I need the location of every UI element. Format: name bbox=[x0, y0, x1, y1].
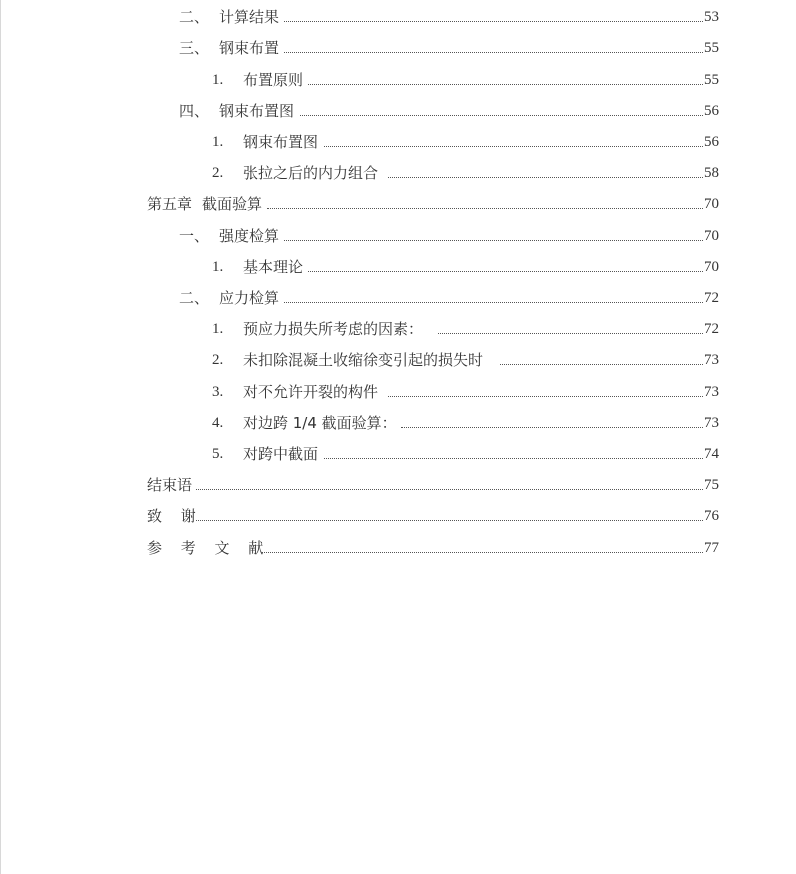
toc-entry-title: 钢束布置图 bbox=[219, 102, 295, 120]
toc-entry-page: 56 bbox=[704, 103, 719, 119]
toc-entry-page: 70 bbox=[704, 228, 719, 244]
toc-entry-page: 55 bbox=[704, 72, 719, 88]
toc-entry-number: 4. bbox=[212, 415, 224, 431]
toc-dot-leader bbox=[308, 84, 703, 85]
toc-entry-title: 计算结果 bbox=[219, 8, 280, 26]
toc-entry[interactable] bbox=[0, 287, 796, 309]
toc-entry-number: 二、 bbox=[179, 8, 210, 26]
toc-entry-title: 对跨中截面 bbox=[243, 445, 319, 463]
toc-entry-title: 应力检算 bbox=[219, 289, 280, 307]
toc-entry-number: 3. bbox=[212, 384, 224, 400]
toc-entry-number: 1. bbox=[212, 72, 224, 88]
toc-dot-leader bbox=[300, 115, 703, 116]
toc-entry-title: 对边跨 1/4 截面验算： bbox=[243, 414, 397, 432]
toc-entry-page: 56 bbox=[704, 134, 719, 150]
toc-dot-leader bbox=[261, 552, 703, 553]
toc-entry-page: 76 bbox=[704, 508, 719, 524]
toc-entry-page: 72 bbox=[704, 321, 719, 337]
toc-entry-number: 1. bbox=[212, 259, 224, 275]
toc-dot-leader bbox=[284, 240, 703, 241]
toc-dot-leader bbox=[388, 177, 703, 178]
toc-entry-page: 73 bbox=[704, 384, 719, 400]
toc-entry-page: 73 bbox=[704, 352, 719, 368]
toc-entry-title: 对不允许开裂的构件 bbox=[243, 383, 379, 401]
toc-entry[interactable] bbox=[0, 131, 796, 153]
toc-dot-leader bbox=[324, 458, 703, 459]
toc-entry[interactable] bbox=[0, 69, 796, 91]
toc-dot-leader bbox=[401, 427, 703, 428]
toc-chapter-entry[interactable] bbox=[0, 537, 796, 559]
toc-entry-title: 基本理论 bbox=[243, 258, 304, 276]
toc-entry[interactable] bbox=[0, 6, 796, 28]
toc-entry-number: 一、 bbox=[179, 227, 210, 245]
toc-entry-number: 5. bbox=[212, 446, 224, 462]
toc-entry[interactable] bbox=[0, 318, 796, 340]
toc-dot-leader bbox=[196, 489, 703, 490]
toc-entry-title: 结束语 bbox=[147, 476, 193, 494]
toc-entry-page: 70 bbox=[704, 196, 719, 212]
toc-dot-leader bbox=[196, 520, 703, 521]
toc-entry-number: 2. bbox=[212, 352, 224, 368]
toc-chapter-entry[interactable] bbox=[0, 193, 796, 215]
toc-entry-title: 未扣除混凝土收缩徐变引起的损失时 bbox=[243, 351, 484, 369]
toc-entry-title: 张拉之后的内力组合 bbox=[243, 164, 379, 182]
toc-entry[interactable] bbox=[0, 443, 796, 465]
toc-entry[interactable] bbox=[0, 381, 796, 403]
toc-dot-leader bbox=[308, 271, 703, 272]
toc-entry-title: 钢束布置图 bbox=[243, 133, 319, 151]
toc-entry-number: 1. bbox=[212, 321, 224, 337]
toc-entry-number: 1. bbox=[212, 134, 224, 150]
toc-dot-leader bbox=[324, 146, 703, 147]
toc-entry-page: 77 bbox=[704, 540, 719, 556]
toc-dot-leader bbox=[284, 302, 703, 303]
toc-entry-title: 钢束布置 bbox=[219, 39, 280, 57]
toc-entry-number: 三、 bbox=[179, 39, 210, 57]
toc-entry[interactable] bbox=[0, 349, 796, 371]
toc-entry-page: 74 bbox=[704, 446, 719, 462]
toc-entry-page: 75 bbox=[704, 477, 719, 493]
toc-entry[interactable] bbox=[0, 37, 796, 59]
toc-entry[interactable] bbox=[0, 256, 796, 278]
toc-entry-title: 截面验算 bbox=[202, 195, 263, 213]
toc-entry[interactable] bbox=[0, 100, 796, 122]
toc-dot-leader bbox=[388, 396, 703, 397]
toc-entry-title: 参 考 文 献 bbox=[147, 539, 264, 557]
toc-chapter-entry[interactable] bbox=[0, 505, 796, 527]
toc-entry-page: 53 bbox=[704, 9, 719, 25]
toc-entry-number: 四、 bbox=[179, 102, 210, 120]
toc-dot-leader bbox=[267, 208, 703, 209]
toc-entry-page: 73 bbox=[704, 415, 719, 431]
toc-chapter-number: 第五章 bbox=[147, 195, 193, 213]
toc-dot-leader bbox=[284, 52, 703, 53]
toc-entry-title: 强度检算 bbox=[219, 227, 280, 245]
toc-chapter-entry[interactable] bbox=[0, 474, 796, 496]
toc-entry[interactable] bbox=[0, 225, 796, 247]
toc-entry-page: 72 bbox=[704, 290, 719, 306]
toc-entry-number: 二、 bbox=[179, 289, 210, 307]
toc-dot-leader bbox=[438, 333, 703, 334]
toc-entry-number: 2. bbox=[212, 165, 224, 181]
toc-entry-page: 55 bbox=[704, 40, 719, 56]
toc-entry-title: 布置原则 bbox=[243, 71, 304, 89]
toc-entry-title: 预应力损失所考虑的因素： bbox=[243, 320, 424, 338]
toc-entry-page: 70 bbox=[704, 259, 719, 275]
toc-dot-leader bbox=[284, 21, 703, 22]
toc-entry-title: 致 谢 bbox=[147, 507, 196, 525]
toc-entry[interactable] bbox=[0, 412, 796, 434]
toc-entry-page: 58 bbox=[704, 165, 719, 181]
toc-dot-leader bbox=[500, 364, 703, 365]
toc-entry[interactable] bbox=[0, 162, 796, 184]
